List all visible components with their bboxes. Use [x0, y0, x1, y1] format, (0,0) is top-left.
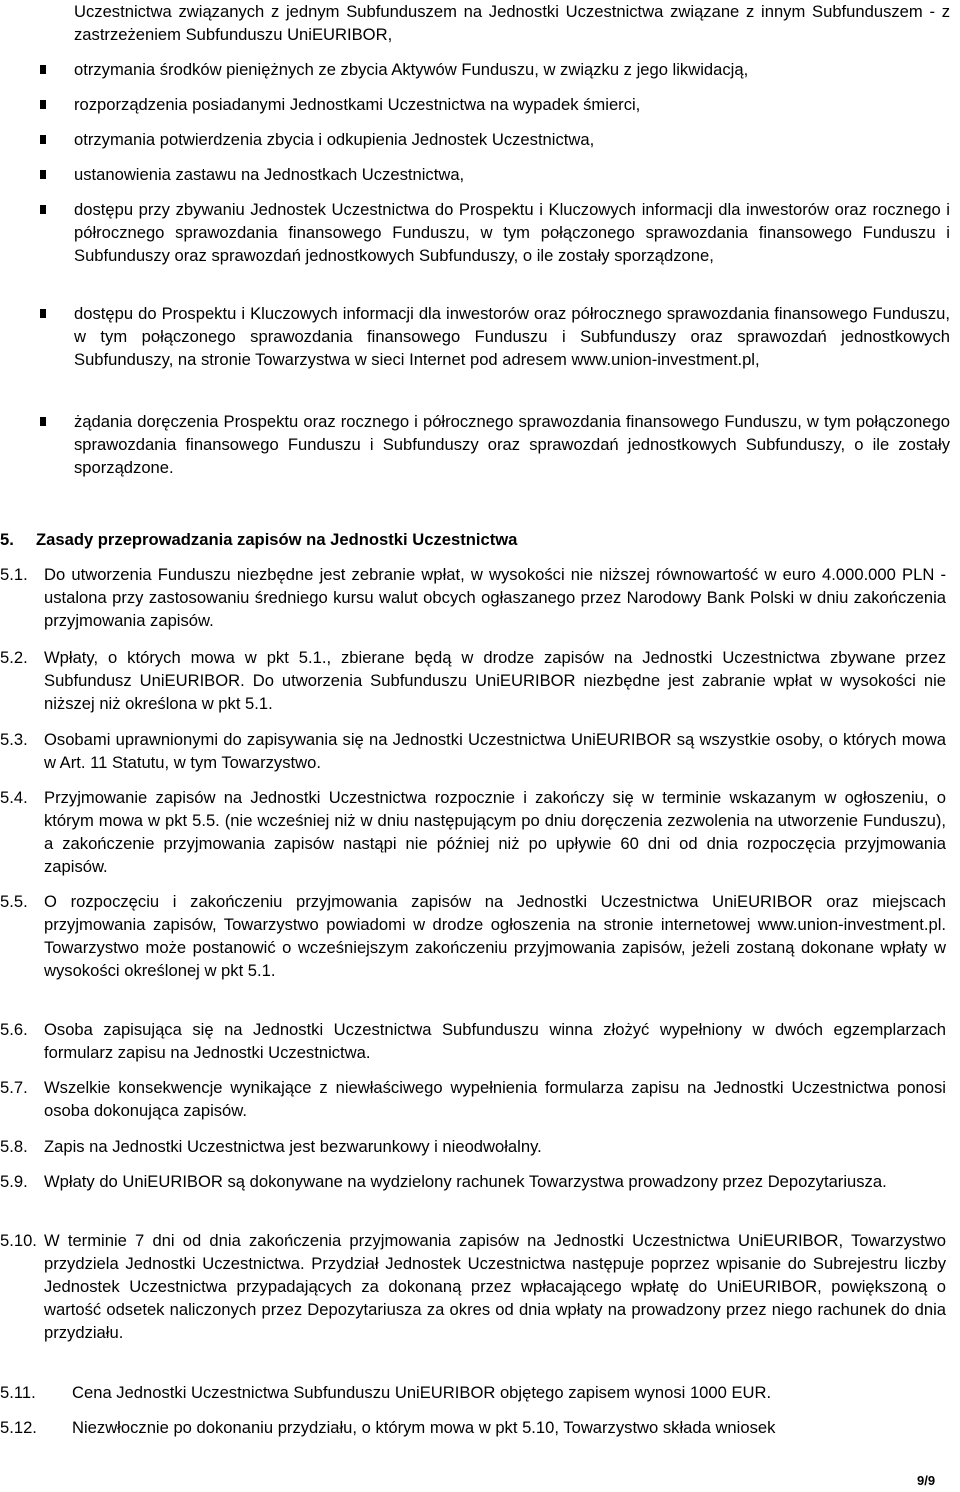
- item-number: 5.12.: [0, 1418, 37, 1437]
- item-number: 5.5.: [0, 892, 28, 911]
- page-number: 9/9: [917, 1473, 936, 1488]
- item-number: 5.11.: [0, 1383, 36, 1402]
- bullet-text: otrzymania środków pieniężnych ze zbycia Aktywów Funduszu, w związku z jego likwidacją,: [74, 60, 749, 79]
- section-number: 5.: [0, 530, 14, 549]
- item-number: 5.2.: [0, 648, 28, 667]
- item-text: Wpłaty, o których mowa w pkt 5.1., zbierane będą w drodze zapisów na Jednostki Uczestnictwa zbywane przez Subfundusz UniEURIBOR. Do utworzenia Subfunduszu UniEURIBOR niezbędne jest zabranie wpłat w wysokości nie niższej niż określona w pkt 5.1.: [44, 648, 946, 713]
- square-bullet-icon: [40, 205, 46, 214]
- item-number: 5.3.: [0, 730, 28, 749]
- item-text: Wszelkie konsekwencje wynikające z niewłaściwego wypełnienia formularza zapisu na Jednostki Uczestnictwa ponosi osoba dokonująca zapisów.: [44, 1078, 946, 1120]
- numbered-item: [0, 890, 946, 982]
- bullet-text: rozporządzenia posiadanymi Jednostkami Uczestnictwa na wypadek śmierci,: [74, 95, 641, 114]
- numbered-item: [0, 1381, 946, 1404]
- square-bullet-icon: [40, 65, 46, 74]
- bullet-item: [40, 93, 950, 116]
- item-text: O rozpoczęciu i zakończeniu przyjmowania zapisów na Jednostki Uczestnictwa UniEURIBOR oraz miejscach przyjmowania zapisów, Towarzystwo powiadomi w drodze ogłoszenia na stronie internetowej www.union-investment.pl. Towarzystwo może postanowić o wcześniejszym zakończeniu przyjmowania zapisów, jeżeli zostaną dokonane wpłaty w wysokości określonej w pkt 5.1.: [44, 892, 946, 980]
- item-text: Niezwłocznie po dokonaniu przydziału, o którym mowa w pkt 5.10, Towarzystwo składa wniosek: [72, 1418, 776, 1437]
- item-number: 5.8.: [0, 1137, 28, 1156]
- item-text: Zapis na Jednostki Uczestnictwa jest bezwarunkowy i nieodwołalny.: [44, 1137, 542, 1156]
- bullet-text: żądania doręczenia Prospektu oraz rocznego i półrocznego sprawozdania finansowego Funduszu, w tym połączonego sprawozdania finansowego Funduszu i Subfunduszy oraz sprawozdań jednostkowych Subfunduszy, o ile zostały sporządzone.: [74, 412, 950, 477]
- item-text: Wpłaty do UniEURIBOR są dokonywane na wydzielony rachunek Towarzystwa prowadzony przez Depozytariusza.: [44, 1172, 887, 1191]
- item-text: Przyjmowanie zapisów na Jednostki Uczestnictwa rozpocznie i zakończy się w terminie wskazanym w ogłoszeniu, o którym mowa w pkt 5.5. (nie wcześniej niż w dniu następującym po dniu doręczenia zezwolenia na utworzenie Funduszu), a zakończenie przyjmowania zapisów nastąpi nie później niż po upływie 60 dni od dnia rozpoczęcia przyjmowania zapisów.: [44, 788, 946, 876]
- numbered-item: [0, 1135, 946, 1158]
- bullet-item: [40, 58, 950, 81]
- bullet-item: [40, 198, 950, 267]
- bullet-text: dostępu do Prospektu i Kluczowych informacji dla inwestorów oraz półrocznego sprawozdania finansowego Funduszu, w tym połączonego sprawozdania finansowego Funduszu i Subfunduszy oraz sprawozdań jednostkowych Subfunduszy, na stronie Towarzystwa w sieci Internet pod adresem www.union-investment.pl,: [74, 304, 950, 369]
- numbered-item: [0, 563, 946, 632]
- bullet-item: [40, 128, 950, 151]
- numbered-item: [0, 1229, 946, 1344]
- continuation-paragraph: Uczestnictwa związanych z jednym Subfunduszem na Jednostki Uczestnictwa związane z innym Subfunduszem - z zastrzeżeniem Subfunduszu UniEURIBOR,: [74, 2, 950, 44]
- numbered-item: [0, 1416, 946, 1439]
- item-number: 5.7.: [0, 1078, 28, 1097]
- square-bullet-icon: [40, 170, 46, 179]
- bullet-text: ustanowienia zastawu na Jednostkach Uczestnictwa,: [74, 165, 465, 184]
- numbered-item: [0, 1076, 946, 1122]
- square-bullet-icon: [40, 309, 46, 318]
- bullet-item: [40, 163, 950, 186]
- item-number: 5.4.: [0, 788, 28, 807]
- numbered-item: [0, 1170, 946, 1193]
- item-text: Osobami uprawnionymi do zapisywania się na Jednostki Uczestnictwa UniEURIBOR są wszystkie osoby, o których mowa w Art. 11 Statutu, w tym Towarzystwo.: [44, 730, 946, 772]
- item-text: W terminie 7 dni od dnia zakończenia przyjmowania zapisów na Jednostki Uczestnictwa UniEURIBOR, Towarzystwo przydziela Jednostki Uczestnictwa. Przydział Jednostek Uczestnictwa następuje poprzez wpisanie do Subrejestru liczby Jednostek Uczestnictwa przypadających za dokonaną przez wpłacającego wpłatę do UniEURIBOR, powiększoną o wartość odsetek naliczonych przez Depozytariusza za okres od dnia wpłaty na prowadzony przez niego rachunek do dnia przydziału.: [44, 1231, 946, 1342]
- square-bullet-icon: [40, 135, 46, 144]
- square-bullet-icon: [40, 100, 46, 109]
- bullet-item: [40, 302, 950, 371]
- numbered-item: [0, 786, 946, 878]
- item-number: 5.6.: [0, 1020, 28, 1039]
- item-text: Osoba zapisująca się na Jednostki Uczestnictwa Subfunduszu winna złożyć wypełniony w dwóch egzemplarzach formularz zapisu na Jednostki Uczestnictwa.: [44, 1020, 946, 1062]
- item-text: Do utworzenia Funduszu niezbędne jest zebranie wpłat, w wysokości nie niższej równowartość w euro 4.000.000 PLN - ustalona przy zastosowaniu średniego kursu walut obcych ogłaszanego przez Narodowy Bank Polski w dniu zakończenia przyjmowania zapisów.: [44, 565, 946, 630]
- numbered-item: [0, 728, 946, 774]
- item-number: 5.10.: [0, 1231, 37, 1250]
- item-text: Cena Jednostki Uczestnictwa Subfunduszu UniEURIBOR objętego zapisem wynosi 1000 EUR.: [72, 1383, 772, 1402]
- section-title: Zasady przeprowadzania zapisów na Jednostki Uczestnictwa: [36, 530, 518, 549]
- numbered-item: [0, 646, 946, 715]
- bullet-text: dostępu przy zbywaniu Jednostek Uczestnictwa do Prospektu i Kluczowych informacji dla inwestorów oraz rocznego i półrocznego sprawozdania finansowego Funduszu, w tym połączonego sprawozdania finansowego Funduszu i Subfunduszy oraz sprawozdań jednostkowych Subfunduszy, o ile zostały sporządzone,: [74, 200, 950, 265]
- square-bullet-icon: [40, 417, 46, 426]
- item-number: 5.1.: [0, 565, 28, 584]
- bullet-item: [40, 410, 950, 479]
- numbered-item: [0, 1018, 946, 1064]
- bullet-text: otrzymania potwierdzenia zbycia i odkupienia Jednostek Uczestnictwa,: [74, 130, 595, 149]
- item-number: 5.9.: [0, 1172, 28, 1191]
